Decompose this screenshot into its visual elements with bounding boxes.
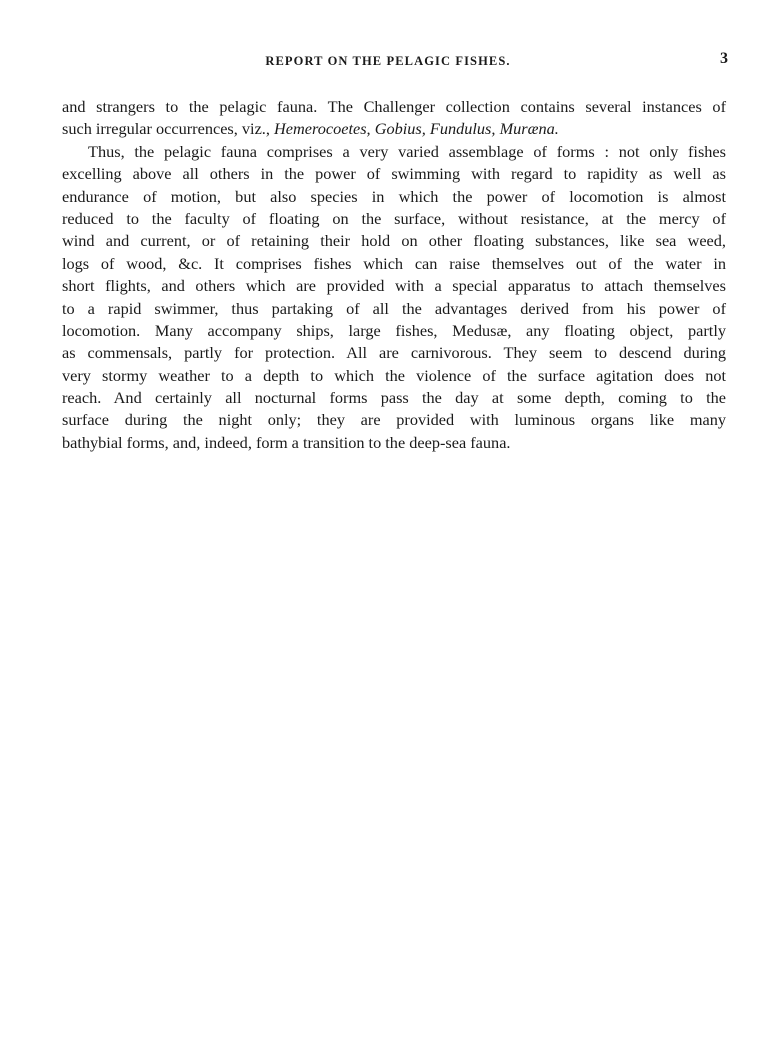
genus-name: Gobius, [374, 119, 426, 139]
genus-name: Fundulus, [429, 119, 496, 139]
text-line: bathybial forms, and, indeed, form a transition to the deep-sea fauna. [62, 432, 511, 452]
text-line: as commensals, partly for protection. All are carnivorous. They seem to descend during [62, 343, 726, 363]
text-span: such irregular occurrences, viz., [62, 119, 270, 139]
paragraph-2 [62, 141, 726, 454]
running-title: REPORT ON THE PELAGIC FISHES. [265, 54, 511, 68]
text-line [62, 118, 726, 140]
page-number: 3 [720, 50, 728, 67]
text-line: short flights, and others which are provided with a special apparatus to attach themselves [62, 276, 726, 296]
genus-name: Muræna. [499, 119, 559, 139]
text-line: reduced to the faculty of floating on the surface, without resistance, at the mercy of [62, 208, 726, 228]
text-line: and strangers to the pelagic fauna. The Challenger collection contains several instances of [62, 97, 726, 116]
paragraph-1 [62, 96, 726, 141]
genus-name: Hemerocoetes, [274, 119, 371, 139]
text-line: endurance of motion, but also species in which the power of locomotion is almost [62, 186, 726, 206]
text-line: excelling above all others in the power of swimming with regard to rapidity as well as [62, 164, 726, 184]
text-line: logs of wood, &c. It comprises fishes which can raise themselves out of the water in [62, 253, 726, 273]
text-line: wind and current, or of retaining their hold on other floating substances, like sea weed, [62, 231, 726, 251]
text-line: reach. And certainly all nocturnal forms pass the day at some depth, coming to the [62, 388, 726, 408]
text-line: very stormy weather to a depth to which the violence of the surface agitation does not [62, 365, 726, 385]
text-line: Thus, the pelagic fauna comprises a very varied assemblage of forms : not only fishes [88, 141, 726, 161]
text-line: surface during the night only; they are provided with luminous organs like many [62, 410, 726, 430]
text-line: to a rapid swimmer, thus partaking of all the advantages derived from his power of [62, 298, 726, 318]
page-header [0, 52, 776, 72]
body-text [62, 96, 726, 454]
text-line: locomotion. Many accompany ships, large fishes, Medusæ, any floating object, partly [62, 320, 726, 340]
